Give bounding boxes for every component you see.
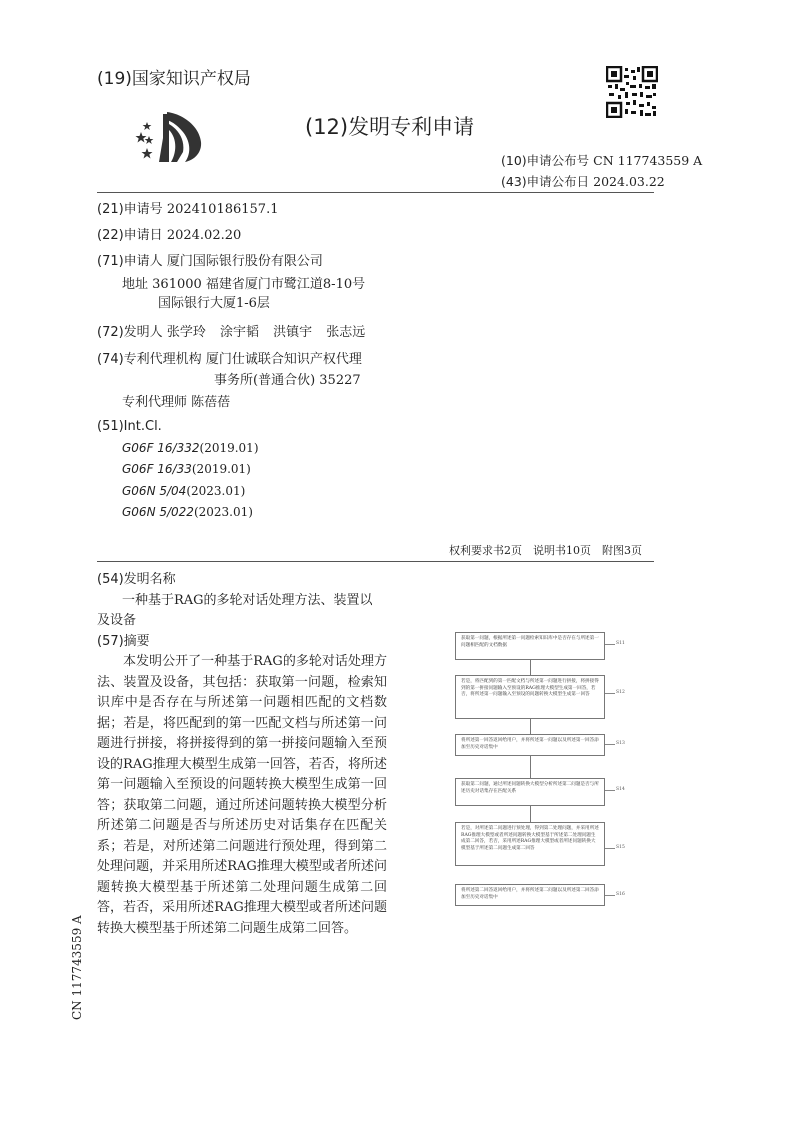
abstract-text: 本发明公开了一种基于RAG的多轮对话处理方法、装置及设备，其包括：获取第一问题，检索知识库中是否存在与所述第一问题相匹配的文档数据；若是，将匹配到的第一匹配文档与所述第一问题进行拼接，将拼接得到的第一拼接问题输入至预设的RAG推理大模型生成第一回答，若否，将所述第一问题输入至预设的问题转换大模型生成第一回答；获取第二问题，通过所述问题转换大模型分析所述第二问题是否与所述历史对话集存在匹配关系；若是，对所述第二问题进行预处理，得到第二处理问题，并采用所述RAG推理大模型或者所述问题转换大模型基于所述第二处理问题生成第二回答，若否，采用所述RAG推理大模型或者所述问题转换大模型基于所述第二问题生成第二回答。 bbox=[97, 654, 387, 936]
step-leader bbox=[605, 790, 615, 791]
flow-step-box: 将所述第一回答返回给用户，并将所述第一问题以及所述第一回答添加至历史对话集中 bbox=[455, 734, 605, 756]
title-label: (54)发明名称 bbox=[97, 572, 176, 587]
step-leader bbox=[605, 693, 615, 694]
flow-step-box: 将所述第二回答返回给用户，并将所述第二问题以及所述第二回答添加至历史对话集中 bbox=[455, 884, 605, 906]
ipc-entry: G06N 5/022(2023.01) bbox=[122, 505, 253, 519]
invention-title-line-1: 一种基于RAG的多轮对话处理方法、装置以 bbox=[122, 593, 373, 608]
step-label: S16 bbox=[616, 892, 625, 897]
pub-date: 2024.03.22 bbox=[593, 174, 665, 189]
pub-number: CN 117743559 A bbox=[593, 153, 703, 168]
header-divider bbox=[97, 192, 654, 193]
pub-date-row bbox=[501, 172, 665, 190]
step-label: S12 bbox=[616, 690, 625, 695]
step-label: S11 bbox=[616, 641, 625, 646]
flow-step-box: 获取第一问题，根据所述第一问题检索知识库中是否存在与所述第一问题相匹配的文档数据 bbox=[455, 632, 605, 660]
step-label: S15 bbox=[616, 845, 625, 850]
pages-info: 权利要求书2页 说明书10页 附图3页 bbox=[449, 544, 642, 557]
flow-step-box: 若是，将匹配到的第一匹配文档与所述第一问题进行拼接，将拼接得到的第一拼接问题输入至预设的RAG推理大模型生成第一回答，若否，将所述第一问题输入至预设的问题转换大模型生成第一回答 bbox=[455, 675, 605, 719]
app-number: 202410186157.1 bbox=[166, 202, 279, 217]
ipc-entry: G06N 5/04(2023.01) bbox=[122, 484, 246, 498]
document-type: (12)发明专利申请 bbox=[305, 115, 475, 139]
agent-label: 专利代理师 bbox=[122, 395, 188, 410]
qr-code bbox=[606, 66, 658, 118]
office-name: (19)国家知识产权局 bbox=[97, 69, 251, 89]
agency-line-1: 厦门仕诚联合知识产权代理 bbox=[205, 352, 362, 367]
app-number-label: (21)申请号 bbox=[97, 202, 163, 217]
step-label: S13 bbox=[616, 741, 625, 746]
step-leader bbox=[605, 895, 615, 896]
intcl-label: (51)Int.Cl. bbox=[97, 419, 162, 434]
pub-number-label: (10)申请公布号 bbox=[501, 153, 590, 168]
invention-title-line-2: 及设备 bbox=[97, 613, 137, 628]
inventors-label: (72)发明人 bbox=[97, 325, 163, 340]
address-line-1: 361000 福建省厦门市鹭江道8-10号 bbox=[152, 277, 366, 292]
flow-step-box: 获取第二问题，通过所述问题转换大模型分析所述第二问题是否与所述历史对话集存在匹配关系 bbox=[455, 778, 605, 806]
agency-row bbox=[97, 348, 362, 367]
ipc-entry: G06F 16/332(2019.01) bbox=[122, 441, 259, 455]
app-date-label: (22)申请日 bbox=[97, 228, 163, 243]
pub-number-row bbox=[501, 151, 702, 169]
app-number-row bbox=[97, 198, 278, 217]
inventor: 洪镇宇 bbox=[273, 325, 313, 340]
applicant: 厦门国际银行股份有限公司 bbox=[166, 254, 323, 269]
agency-label: (74)专利代理机构 bbox=[97, 352, 202, 367]
app-date: 2024.02.20 bbox=[166, 228, 242, 243]
agent-row bbox=[122, 391, 230, 410]
address-line-2: 国际银行大厦1-6层 bbox=[158, 296, 270, 311]
ipc-entry: G06F 16/33(2019.01) bbox=[122, 462, 251, 476]
section-divider bbox=[97, 561, 654, 562]
step-label: S14 bbox=[616, 787, 625, 792]
step-leader bbox=[605, 744, 615, 745]
step-leader bbox=[605, 848, 615, 849]
inventor: 张学玲 bbox=[166, 325, 206, 340]
cnipa-logo bbox=[133, 108, 205, 164]
side-pub-number: CN 117743559 A bbox=[70, 915, 84, 1020]
applicant-row bbox=[97, 250, 323, 269]
agency-line-2: 事务所(普通合伙) 35227 bbox=[214, 373, 361, 388]
inventors-row bbox=[97, 321, 365, 340]
abstract-label: (57)摘要 bbox=[97, 634, 150, 649]
inventor: 涂宇韬 bbox=[219, 325, 259, 340]
address-row bbox=[122, 273, 365, 292]
pub-date-label: (43)申请公布日 bbox=[501, 174, 590, 189]
step-leader bbox=[605, 644, 615, 645]
inventor: 张志远 bbox=[326, 325, 366, 340]
flow-step-box: 若是，对所述第二问题进行预处理，得到第二处理问题，并采用所述RAG推理大模型或者所述问题转换大模型基于所述第二处理问题生成第二回答，若否，采用所述RAG推理大模型或者所述问题转换大模型基于所述第二问题生成第二回答 bbox=[455, 822, 605, 866]
applicant-label: (71)申请人 bbox=[97, 254, 163, 269]
address-label: 地址 bbox=[122, 277, 149, 292]
app-date-row bbox=[97, 224, 241, 243]
agent: 陈蓓蓓 bbox=[191, 395, 231, 410]
